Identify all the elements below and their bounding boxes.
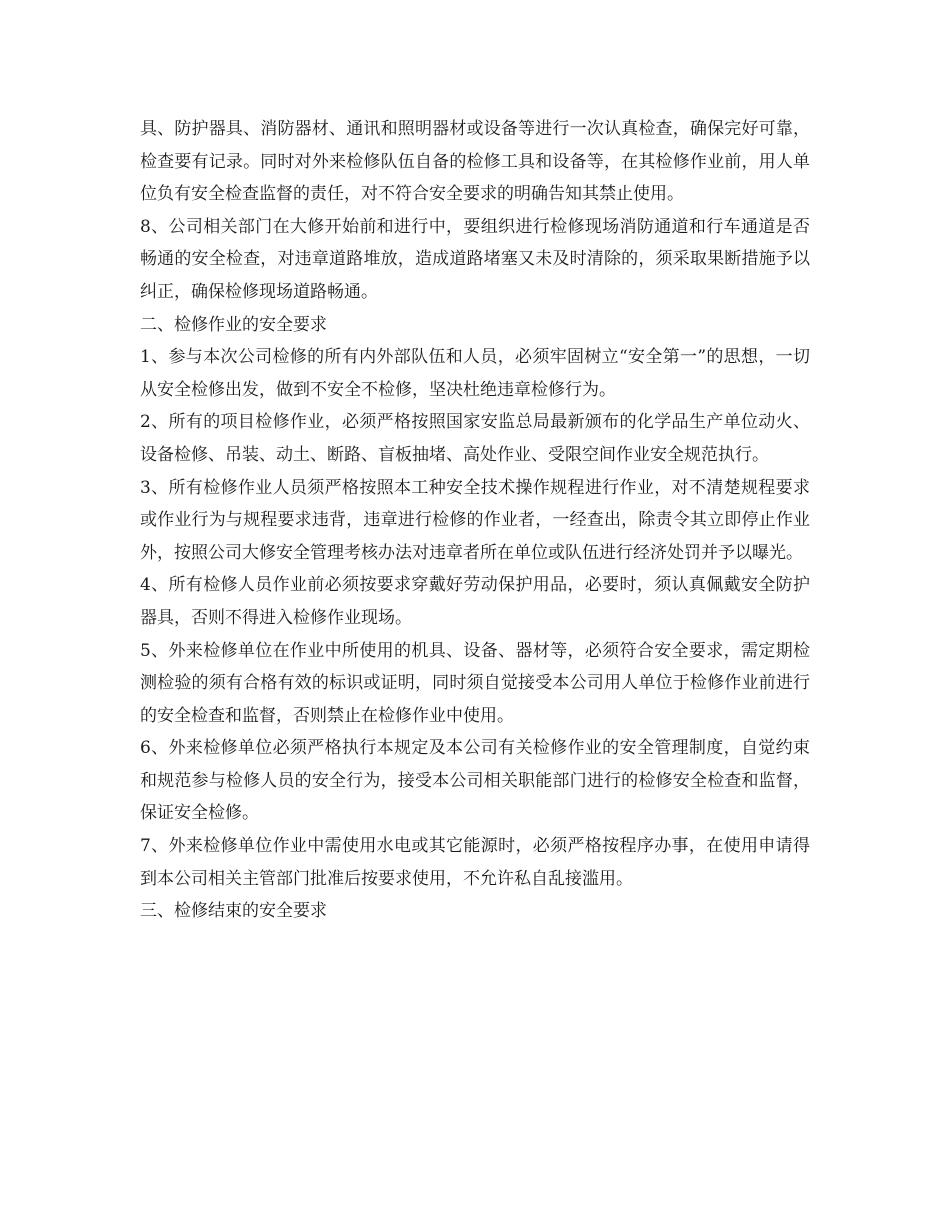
paragraph-item-7: 7、外来检修单位作业中需使用水电或其它能源时，必须严格按程序办事，在使用申请得到本公司相关主管部门批准后按要求使用，不允许私自乱接滥用。 [140, 836, 810, 889]
paragraph-item-4: 4、所有检修人员作业前必须按要求穿戴好劳动保护用品，必要时，须认真佩戴安全防护器具，否则不得进入检修作业现场。 [140, 575, 810, 628]
paragraph-item-1: 1、参与本次公司检修的所有内外部队伍和人员，必须牢固树立“安全第一”的思想，一切从安全检修出发，做到不安全不检修，坚决杜绝违章检修行为。 [140, 347, 810, 400]
section-heading-2: 二、检修作业的安全要求 [140, 314, 327, 335]
paragraph-continuation: 具、防护器具、消防器材、通讯和照明器材或设备等进行一次认真检查，确保完好可靠，检查要有记录。同时对外来检修队伍自备的检修工具和设备等，在其检修作业前，用人单位负有安全检查监督的责任，对不符合安全要求的明确告知其禁止使用。 [140, 119, 810, 205]
paragraph-item-5: 5、外来检修单位在作业中所使用的机具、设备、器材等，必须符合安全要求，需定期检测检验的须有合格有效的标识或证明，同时须自觉接受本公司用人单位于检修作业前进行的安全检查和监督，否则禁止在检修作业中使用。 [140, 640, 810, 726]
paragraph-item-3: 3、所有检修作业人员须严格按照本工种安全技术操作规程进行作业，对不清楚规程要求或作业行为与规程要求违背，违章进行检修的作业者，一经查出，除责令其立即停止作业外，按照公司大修安全管理考核办法对违章者所在单位或队伍进行经济处罚并予以曝光。 [140, 477, 810, 563]
document-body [140, 113, 810, 928]
paragraph-item-6: 6、外来检修单位必须严格执行本规定及本公司有关检修作业的安全管理制度，自觉约束和规范参与检修人员的安全行为，接受本公司相关职能部门进行的检修安全检查和监督，保证安全检修。 [140, 738, 810, 824]
paragraph-item-8: 8、公司相关部门在大修开始前和进行中，要组织进行检修现场消防通道和行车通道是否畅通的安全检查，对违章道路堆放，造成道路堵塞又未及时清除的，须采取果断措施予以纠正，确保检修现场道路畅通。 [140, 216, 810, 302]
paragraph-item-2: 2、所有的项目检修作业，必须严格按照国家安监总局最新颁布的化学品生产单位动火、设备检修、吊装、动土、断路、盲板抽堵、高处作业、受限空间作业安全规范执行。 [140, 412, 810, 465]
section-heading-3: 三、检修结束的安全要求 [140, 901, 327, 922]
